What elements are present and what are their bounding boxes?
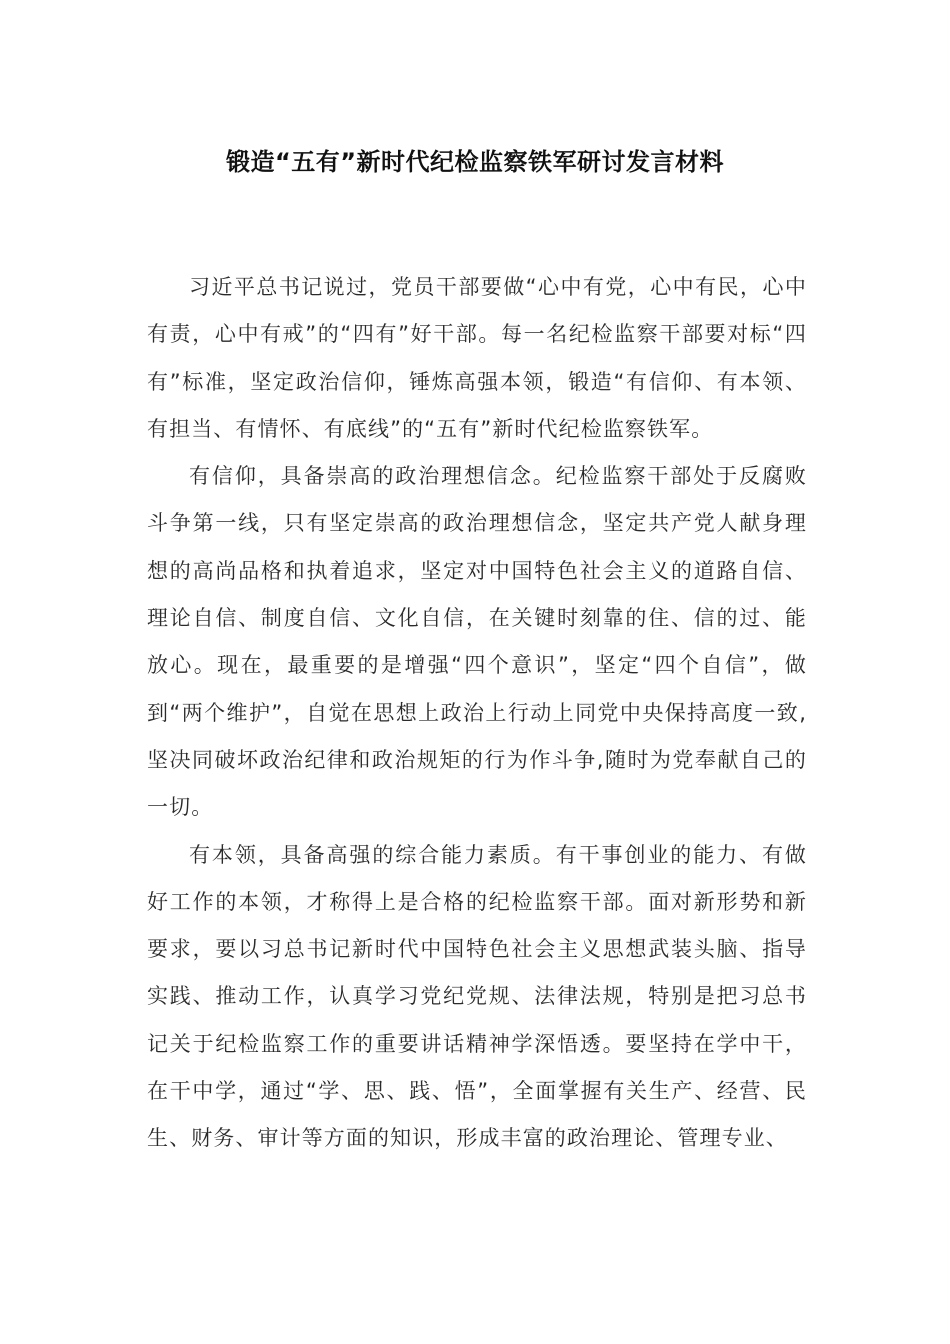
- document-title: 锻造“五有”新时代纪检监察铁军研讨发言材料: [225, 148, 725, 176]
- paragraph-intro: 习近平总书记说过，党员干部要做“心中有党，心中有民，心中有责，心中有戒”的“四有”好干部。每一名纪检监察干部要对标“四有”标准，坚定政治信仰，锤炼高强本领，锻造“有信仰、有本领、有担当、有情怀、有底线”的“五有”新时代纪检监察铁军。: [147, 275, 807, 441]
- paragraph-faith: 有信仰，具备崇高的政治理想信念。纪检监察干部处于反腐败斗争第一线，只有坚定崇高的政治理想信念，坚定共产党人献身理想的高尚品格和执着追求，坚定对中国特色社会主义的道路自信、理论自信、制度自信、文化自信，在关键时刻靠的住、信的过、能放心。现在，最重要的是增强“四个意识”，坚定“四个自信”，做到“两个维护”，自觉在思想上政治上行动上同党中央保持高度一致,坚决同破坏政治纪律和政治规矩的行为作斗争,随时为党奉献自己的一切。: [147, 464, 807, 820]
- paragraph-ability: 有本领，具备高强的综合能力素质。有干事创业的能力、有做好工作的本领，才称得上是合格的纪检监察干部。面对新形势和新要求，要以习总书记新时代中国特色社会主义思想武装头脑、指导实践、推动工作，认真学习党纪党规、法律法规，特别是把习总书记关于纪检监察工作的重要讲话精神学深悟透。要坚持在学中干，在干中学，通过“学、思、践、悟”，全面掌握有关生产、经营、民生、财务、审计等方面的知识，形成丰富的政治理论、管理专业、: [147, 842, 807, 1151]
- document-body: [147, 264, 807, 1163]
